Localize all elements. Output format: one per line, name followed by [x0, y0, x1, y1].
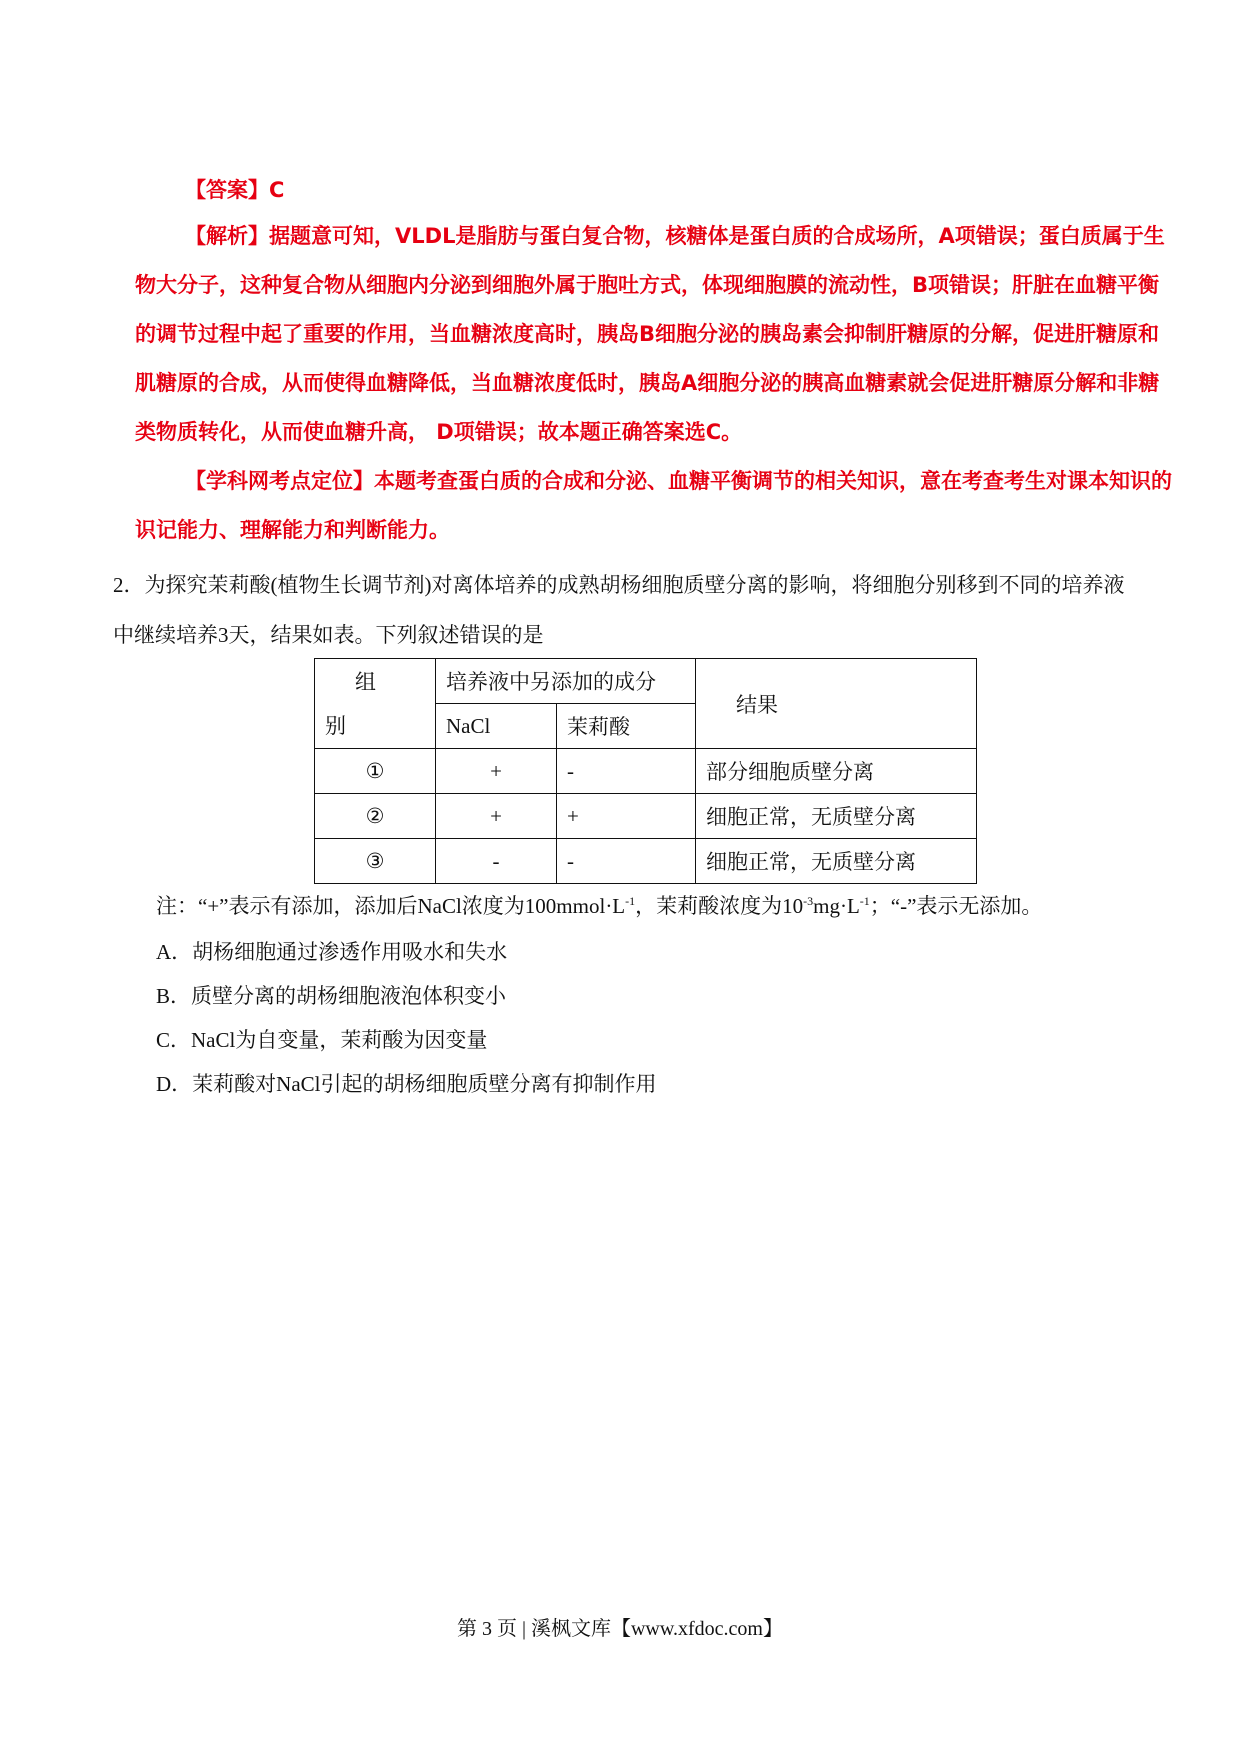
nacl-cell: +	[436, 749, 557, 794]
note-sup2: -3	[803, 894, 814, 908]
header-jasmonic-cell: 茉莉酸	[557, 704, 696, 749]
group-cell: ①	[315, 749, 436, 794]
header-group-top: 组	[355, 669, 376, 694]
analysis-tag: 【解析】	[185, 224, 269, 248]
jasmonic-cell: -	[557, 749, 696, 794]
result-cell: 细胞正常，无质壁分离	[696, 839, 977, 884]
option-c: C．NaCl为自变量，茉莉酸为因变量	[156, 1028, 488, 1052]
note-part2: ，茉莉酸浓度为10	[635, 894, 804, 918]
knowledge-point-text: 本题考查蛋白质的合成和分泌、血糖平衡调节的相关知识，意在考查考生对课本知识的识记能力、理解能力和判断能力。	[135, 469, 1172, 542]
answer-value: C	[269, 178, 285, 202]
answer-line	[185, 168, 1175, 212]
question-stem: 2．为探究茉莉酸(植物生长调节剂)对离体培养的成熟胡杨细胞质壁分离的影响，将细胞分别移到不同的培养液中继续培养3天，结果如表。下列叙述错误的是	[113, 573, 1125, 647]
header-group-cell	[315, 659, 436, 749]
header-group-bottom: 别	[325, 713, 346, 738]
note-sup1: -1	[625, 894, 636, 908]
result-table	[314, 658, 977, 884]
options-list	[156, 930, 657, 1106]
option-a: A．胡杨细胞通过渗透作用吸水和失水	[156, 940, 508, 964]
answer-tag: 【答案】	[185, 178, 269, 202]
option-b: B．质壁分离的胡杨细胞液泡体积变小	[156, 984, 507, 1008]
page-footer: 第 3 页 | 溪枫文库【www.xfdoc.com】	[456, 1618, 783, 1640]
table-row	[315, 794, 977, 839]
note-part1: 注：“+”表示有添加，添加后NaCl浓度为100mmol·L	[156, 894, 626, 918]
header-result-cell: 结果	[696, 659, 977, 749]
note-part3: mg·L	[813, 894, 860, 918]
table-header-row	[315, 659, 977, 704]
knowledge-point-tag: 【学科网考点定位】	[185, 469, 374, 493]
result-cell: 细胞正常，无质壁分离	[696, 794, 977, 839]
option-d: D．茉莉酸对NaCl引起的胡杨细胞质壁分离有抑制作用	[156, 1072, 657, 1096]
header-nacl-cell: NaCl	[436, 704, 557, 749]
table-row	[315, 839, 977, 884]
nacl-cell: +	[436, 794, 557, 839]
table-note	[156, 890, 1156, 920]
table-row	[315, 749, 977, 794]
nacl-cell: -	[436, 839, 557, 884]
note-sup3: -1	[859, 894, 870, 908]
result-cell: 部分细胞质壁分离	[696, 749, 977, 794]
header-added-cell: 培养液中另添加的成分	[436, 659, 696, 704]
knowledge-point-paragraph	[135, 457, 1175, 555]
analysis-text: 据题意可知，VLDL是脂肪与蛋白复合物，核糖体是蛋白质的合成场所，A项错误；蛋白质属于生物大分子，这种复合物从细胞内分泌到细胞外属于胞吐方式，体现细胞膜的流动性，B项错误；肝脏在血糖平衡的调节过程中起了重要的作用，当血糖浓度高时，胰岛B细胞分泌的胰岛素会抑制肝糖原的分解，促进肝糖原和肌糖原的合成，从而使得血糖降低，当血糖浓度低时，胰岛A细胞分泌的胰高血糖素就会促进肝糖原分解和非糖类物质转化，从而使血糖升高， D项错误；故本题正确答案选C。	[135, 224, 1165, 444]
group-cell: ②	[315, 794, 436, 839]
note-part4: ；“-”表示无添加。	[869, 894, 1043, 918]
analysis-paragraph	[135, 212, 1175, 457]
answer-section	[135, 168, 1175, 555]
jasmonic-cell: -	[557, 839, 696, 884]
group-cell: ③	[315, 839, 436, 884]
jasmonic-cell: +	[557, 794, 696, 839]
